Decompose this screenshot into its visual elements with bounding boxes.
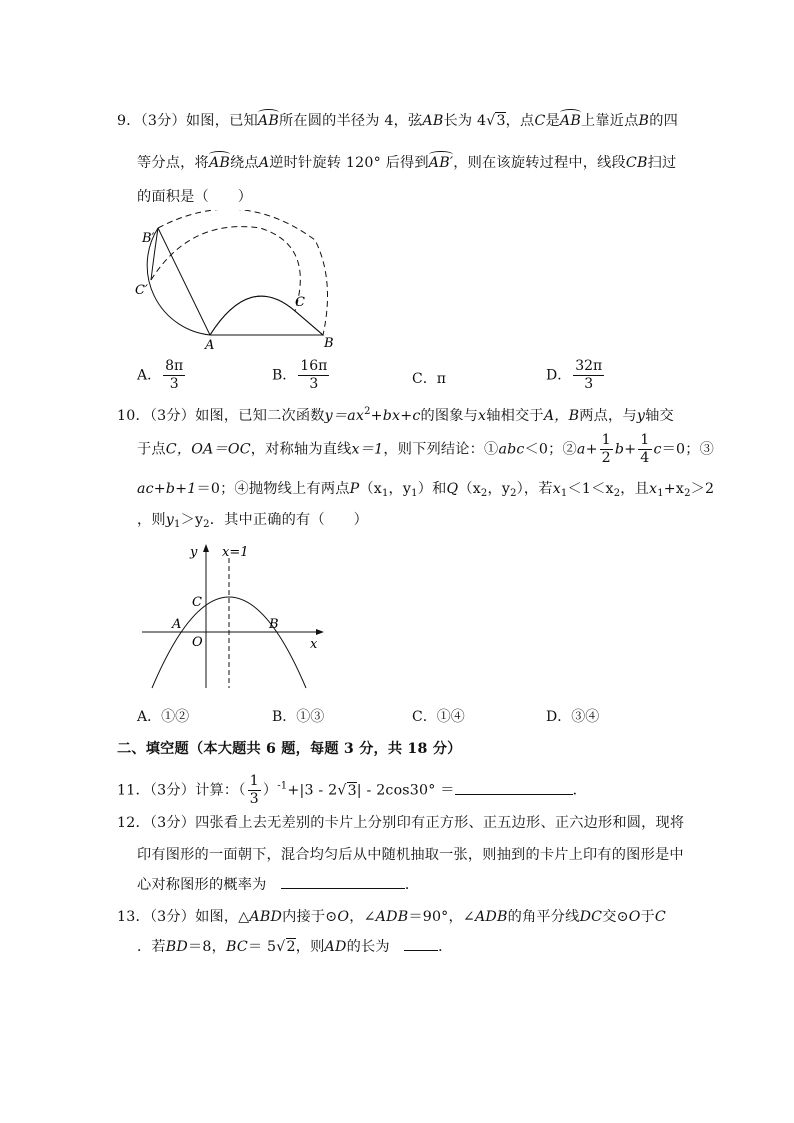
q12-line-1: 12．（3分）四张看上去无差别的卡片上分别印有正方形、正五边形、正六边形和圆，现将	[117, 815, 685, 831]
section-heading: 二、填空题（本大题共 6 题，每题 3 分，共 18 分）	[117, 741, 462, 757]
arc-ab: AB	[257, 113, 279, 129]
q9-line-2: 等分点，将AB绕点A逆时针旋转 120° 后得到AB′，则在该旋转过程中，线段CB扫过	[137, 155, 677, 171]
q11-line: 11．（3分）计算：（ $\frac{1}{3}$ ）$^{-1}$+|3 - 2√3| - 2cos30° ＝ ．	[117, 773, 588, 807]
label-x-equals-1: x=1	[222, 545, 249, 560]
label-a: A	[172, 617, 182, 632]
label-o: O	[192, 635, 203, 650]
q12-line-3: 心对称图形的概率为 ．	[137, 877, 420, 893]
label-b: B	[269, 617, 279, 632]
label-b-prime: B′	[142, 231, 155, 246]
q10-line-3: ac+b+1＝0；④抛物线上有两点$P(x_1$，$y_1$）和$Q(x_2$，$y_2$），若$x_1<1<x_2$，且$x_1+x_2>2$	[137, 481, 715, 499]
label-c: C	[295, 295, 305, 310]
label-c-prime: C′	[135, 283, 148, 298]
q9-option-c: C．π	[412, 371, 446, 387]
q12-answer-blank[interactable]	[281, 888, 405, 889]
label-y-axis: y	[190, 545, 198, 560]
q13-answer-blank[interactable]	[404, 950, 438, 951]
q10-line-4: ，则$y_1>y_2$．其中正确的有（ ）	[137, 512, 368, 530]
q9-option-d: D． $\frac{32\pi}{3}$	[546, 358, 603, 392]
label-x-axis: x	[310, 637, 318, 652]
label-c: C	[192, 595, 202, 610]
q13-line-2: ．若BD＝8，BC＝ 5√2，则AD的长为 ．	[137, 939, 453, 955]
q9-line-3: 的面积是（ ）	[137, 189, 253, 205]
q10-line-2: 于点C，OA＝OC，对称轴为直线x＝1，则下列结论：①abc＜0；②a+ $\frac{1}{2}$ b+ $\frac{1}{4}$ c＝0；③	[137, 432, 715, 466]
q12-line-2: 印有图形的一面朝下，混合均匀后从中随机抽取一张，则抽到的卡片上印有的图形是中	[137, 847, 684, 863]
q10-figure	[140, 542, 330, 692]
q9-figure	[130, 210, 345, 350]
q9-option-a: A． $\frac{8\pi}{3}$	[137, 358, 184, 392]
label-a: A	[205, 338, 215, 350]
q9-option-b: B． $\frac{16\pi}{3}$	[272, 358, 328, 392]
q10-option-a: A．①②	[137, 709, 190, 725]
q10-option-c: C．①④	[412, 709, 465, 725]
label-b: B	[324, 336, 334, 350]
q9-line-1: 9．（3分）如图，已知AB所在圆的半径为 4，弦AB长为 4√3，点C是AB上靠近点B的四	[117, 113, 678, 129]
q10-option-b: B．①③	[272, 709, 325, 725]
q13-line-1: 13．（3分）如图，△ABD内接于⊙O，∠ADB＝90°，∠ADB的角平分线DC交⊙O于C	[117, 909, 666, 925]
q10-option-d: D．③④	[546, 709, 600, 725]
q11-answer-blank[interactable]	[455, 794, 573, 795]
q10-line-1: 10．（3分）如图，已知二次函数$y=ax^2+bx+c$的图象与x轴相交于A，B两点，与y轴交	[117, 406, 674, 424]
